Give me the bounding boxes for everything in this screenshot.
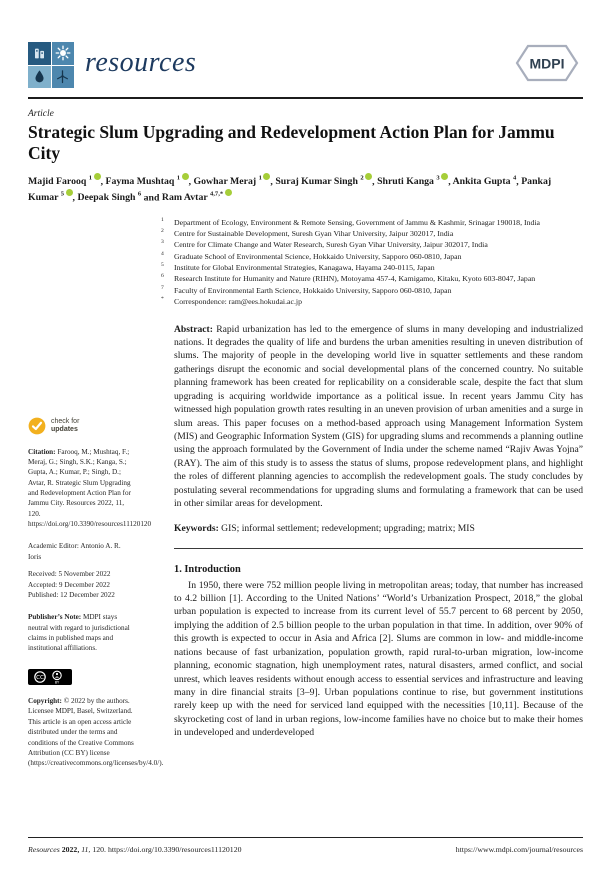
affiliation-list xyxy=(161,217,583,308)
masthead xyxy=(28,42,583,99)
article-type-label: Article xyxy=(28,109,54,119)
mdpi-logo-text: MDPI xyxy=(529,55,565,71)
wind-turbine-icon xyxy=(52,66,75,89)
footer-volume: 11, xyxy=(81,845,91,854)
correspondence-item: * Correspondence: ram@ees.hokudai.ac.jp xyxy=(161,296,302,307)
author: Ram Avtar $^{4,7,*}$ xyxy=(162,192,232,203)
orcid-icon[interactable] xyxy=(365,173,372,180)
accepted-date: Accepted: 9 December 2022 xyxy=(28,580,111,589)
paper-title: Strategic Slum Upgrading and Redevelopment Action Plan for Jammu City xyxy=(28,122,555,164)
published-date: Published: 12 December 2022 xyxy=(28,590,115,599)
water-droplet-icon xyxy=(28,66,51,89)
footer-pages: 120. xyxy=(92,845,106,854)
journal-name: resources xyxy=(85,47,197,78)
orcid-icon[interactable] xyxy=(441,173,448,180)
author: Deepak Singh $^6$ xyxy=(77,190,142,203)
publishers-note-text: MDPI stays neutral with regard to jurisdictional claims in published maps and institutional affiliations. xyxy=(28,613,130,653)
cc-by-license-badge[interactable] xyxy=(28,669,72,688)
check-for-updates-badge[interactable] xyxy=(28,417,135,435)
orcid-icon[interactable] xyxy=(263,173,270,180)
cc-icon: CC xyxy=(36,674,44,681)
orcid-icon[interactable] xyxy=(66,189,73,196)
citation-label: Citation: xyxy=(28,447,56,456)
author-line: Majid Farooq $^1$ , Fayma Mushtaq $^1$ , Gowhar Meraj $^1$ , Suraj Kumar Singh $^2$ , Shruti Kanga $^3$ , Ankita Gupta $^4$, Pankaj Kumar $^5$ , Deepak Singh $^6$ and Ram Avtar $^{4,7,*}$ xyxy=(28,174,552,203)
keywords-label: Keywords: xyxy=(174,522,219,534)
main-area xyxy=(28,217,583,769)
footer-citation xyxy=(28,845,242,854)
footer-journal-url[interactable]: https://www.mdpi.com/journal/resources xyxy=(455,845,583,854)
abstract-text: Rapid urbanization has led to the emergence of slums in many developing and industrialized nations. It degrades the quality of life and burdens the urban amenities resulting in uneven distribution of slums. The majority of people in the developing world live in squatter settlements and these random gatherings disrupt the economic and social developmental plans of the concerned country. No suitable planning framework has been created for replicability on a considerable scale, despite the fact that slum upgrading is acquiring worldwide importance as a political issue. In recent years Jammu City has witnessed high population growth rates resulting in an uneven provision of urban amenities and a surge in slum areas. This paper focuses on a method-based approach using Management Information System (MIS) and Geographic Information System (GIS) for upgrading slums and recommends a planning outline using the approach formulated by the Government of India under the scheme named “Rajiv Awas Yojna” (RAY). The aim of this study is to assess the status of slums, propose redevelopment plans, and highlight the roles of different planning agencies to accomplish the redevelopment goals. The study concludes by postulating several recommendations for upgrading slums and formulating a framework that can be used in other similar areas for development. xyxy=(174,323,583,510)
publishers-note-label: Publisher’s Note: xyxy=(28,613,82,622)
by-icon: BY xyxy=(54,680,60,685)
author: Fayma Mushtaq $^1$ xyxy=(105,176,188,187)
abstract-label: Abstract: xyxy=(174,323,213,335)
keywords-text: GIS; informal settlement; redevelopment; upgrading; matrix; MIS xyxy=(221,522,475,534)
affiliation-item: 5 Institute for Global Environmental Strategies, Kanagawa, Hayama 240-0115, Japan xyxy=(161,262,435,273)
orcid-icon[interactable] xyxy=(94,173,101,180)
orcid-icon[interactable] xyxy=(225,189,232,196)
affiliation-item: 2 Centre for Sustainable Development, Suresh Gyan Vihar University, Jaipur 302017, India xyxy=(161,227,454,238)
author: Pankaj Kumar $^5$ xyxy=(28,175,552,203)
author: Suraj Kumar Singh $^2$ xyxy=(275,176,372,187)
academic-editor-label: Academic Editor: xyxy=(28,542,79,551)
footer-year: 2022, xyxy=(61,845,80,854)
affiliation-item: 1 Department of Ecology, Environment & Remote Sensing, Government of Jammu & Kashmir, Srinagar 190018, India xyxy=(161,216,540,227)
footer-doi-link[interactable]: https://doi.org/10.3390/resources11120120 xyxy=(107,845,242,854)
check-circle-icon xyxy=(28,417,46,435)
journal-logo[interactable] xyxy=(28,42,196,88)
check-for-updates-text: check for updates xyxy=(51,417,80,433)
left-sidebar xyxy=(28,217,164,769)
citation-text: Farooq, M.; Mushtaq, F.; Meraj, G.; Singh, S.K.; Kanga, S.; Gupta, A.; Kumar, P.; Singh, D.; Avtar, R. Strategic Slum Upgrading and Redevelopment Action Plan for Jammu City. Resources 2022, 11, 120. https://doi.org/10.3390/resources11120120 xyxy=(28,447,152,529)
copyright-block xyxy=(28,696,164,769)
dates-block xyxy=(28,569,135,600)
section-divider xyxy=(174,548,583,549)
citation-block xyxy=(28,447,152,530)
right-column xyxy=(161,217,583,769)
mdpi-logo[interactable] xyxy=(513,43,581,88)
sun-icon xyxy=(52,42,75,65)
publishers-note-block xyxy=(28,612,135,653)
page-footer xyxy=(28,837,583,854)
affiliation-item: 7 Faculty of Environmental Earth Science, Hokkaido University, Sapporo 060-0810, Japan xyxy=(161,284,452,295)
copyright-label: Copyright: xyxy=(28,697,62,706)
introduction-paragraph: In 1950, there were 752 million people living in metropolitan areas; today, that number has increased to 4.2 billion [1]. According to the United Nations’ “World’s Urbanization Prospect, 2018,” the global urban population is expected to increase from its current level of 55.7 percent to 68 percent by 2050, implying the addition of 2.5 billion people to the urban population in that time. In addition, over 90% of this growth is expected to occur in Asia and Africa [2]. Slums are common in low- and middle-income nations because of fast urbanization, population growth, rapid rural-to-urban migration, low-income planning, economic stagnation, high unemployment rates, natural disasters, armed conflict, and social unrest, which leaves residents without enough access to essential services and infrastructure and leaving many in dire financial straits [3–9]. Urban populations continue to rise, but government institutions rarely keep up with the need for serviced land equipped with the necessities [10,11]. Because of the skyrocketing cost of land in urban regions, low-income families have no choice but to make their homes in undeveloped and underdeveloped xyxy=(174,579,583,739)
author: Shruti Kanga $^3$ xyxy=(377,176,448,187)
received-date: Received: 5 November 2022 xyxy=(28,570,111,579)
author: Majid Farooq $^1$ xyxy=(28,176,101,187)
copyright-text: © 2022 by the authors. Licensee MDPI, Basel, Switzerland. This article is an open access article distributed under the terms and conditions of the Creative Commons Attribution (CC BY) license (https://creativecommons.org/licenses/by/4.0/). xyxy=(28,697,164,768)
orcid-icon[interactable] xyxy=(182,173,189,180)
affiliation-item: 3 Centre for Climate Change and Water Research, Suresh Gyan Vihar University, Jaipur 302017, India xyxy=(161,239,488,250)
journal-logo-grid xyxy=(28,42,74,88)
affiliation-item: 4 Graduate School of Environmental Science, Hokkaido University, Sapporo 060-0810, Japan xyxy=(161,250,462,261)
academic-editor-block xyxy=(28,541,135,562)
introduction-heading: 1. Introduction xyxy=(174,563,241,575)
affiliation-item: 6 Research Institute for Humanity and Nature (RIHN), Motoyama 457-4, Kamigamo, Kitaku, Kyoto 603-8047, Japan xyxy=(161,273,536,284)
academic-editor-name: Antonio A. R. Ioris xyxy=(28,542,121,561)
footer-journal-name: Resources xyxy=(28,845,60,854)
buildings-icon xyxy=(28,42,51,65)
author: Gowhar Meraj $^1$ xyxy=(194,176,271,187)
abstract xyxy=(161,323,583,511)
keywords xyxy=(161,523,583,534)
author: Ankita Gupta $^4$ xyxy=(452,174,517,187)
